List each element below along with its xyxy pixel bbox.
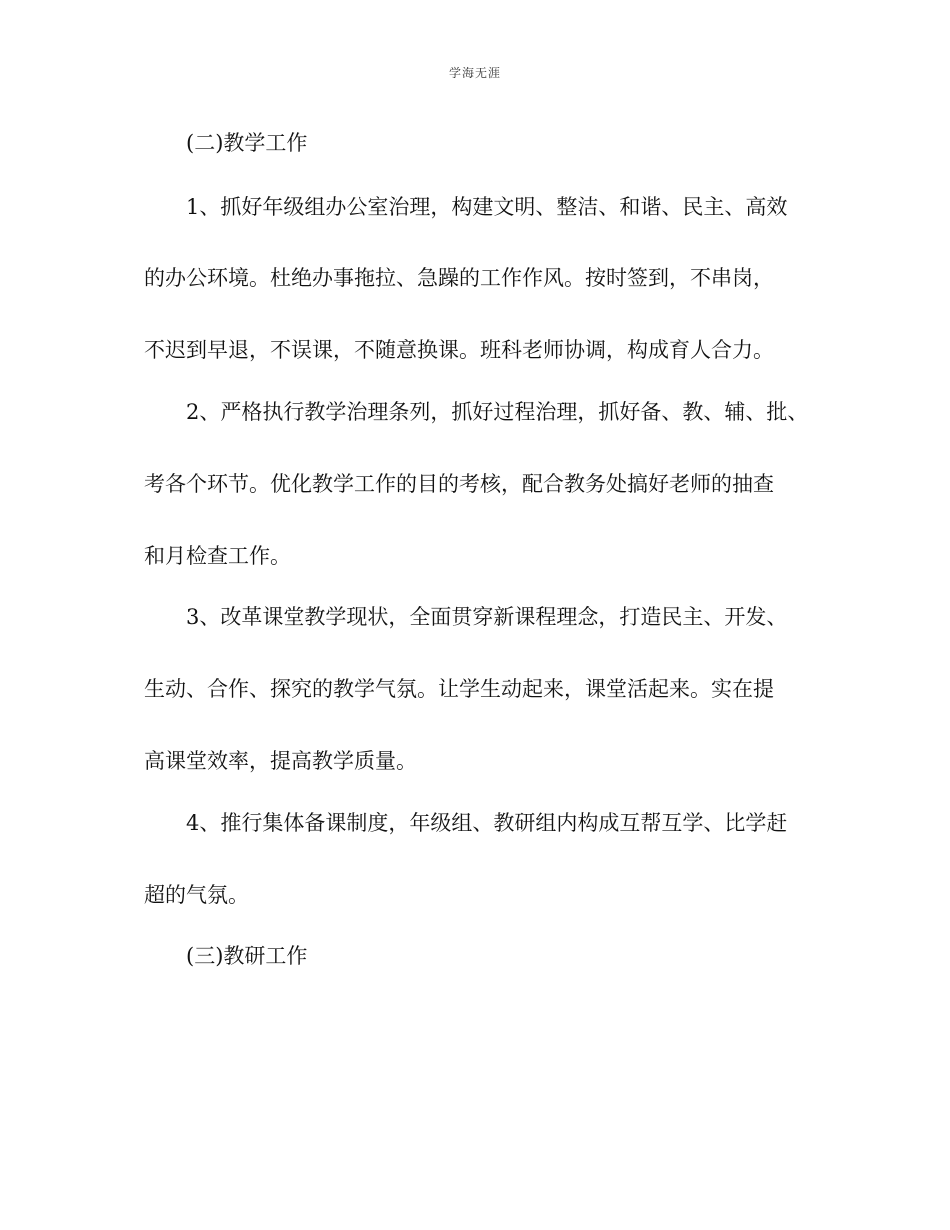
paragraph-line: 不迟到早退，不误课，不随意换课。班科老师协调，构成育人合力。 [144, 338, 774, 362]
paragraph-line: 超的气氛。 [144, 883, 249, 907]
section-heading-research: (三)教研工作 [186, 944, 308, 968]
paragraph-line: 4、推行集体备课制度，年级组、教研组内构成互帮互学、比学赶 [186, 811, 788, 835]
section-heading-teaching: (二)教学工作 [186, 131, 308, 155]
paragraph-line: 考各个环节。优化教学工作的目的考核，配合教务处搞好老师的抽查 [144, 472, 774, 496]
paragraph-line: 和月检查工作。 [144, 544, 291, 568]
paragraph-line: 生动、合作、探究的教学气氛。让学生动起来，课堂活起来。实在提 [144, 677, 774, 701]
paragraph-line: 高课堂效率，提高教学质量。 [144, 749, 417, 773]
paragraph-line: 2、严格执行教学治理条列，抓好过程治理，抓好备、教、辅、批、 [186, 400, 809, 424]
paragraph-line: 3、改革课堂教学现状，全面贯穿新课程理念，打造民主、开发、 [186, 605, 788, 629]
paragraph-line: 的办公环境。杜绝办事拖拉、急躁的工作作风。按时签到，不串岗， [144, 266, 774, 290]
paragraph-line: 1、抓好年级组办公室治理，构建文明、整洁、和谐、民主、高效 [186, 195, 788, 219]
page-header: 学海无涯 [448, 66, 501, 80]
